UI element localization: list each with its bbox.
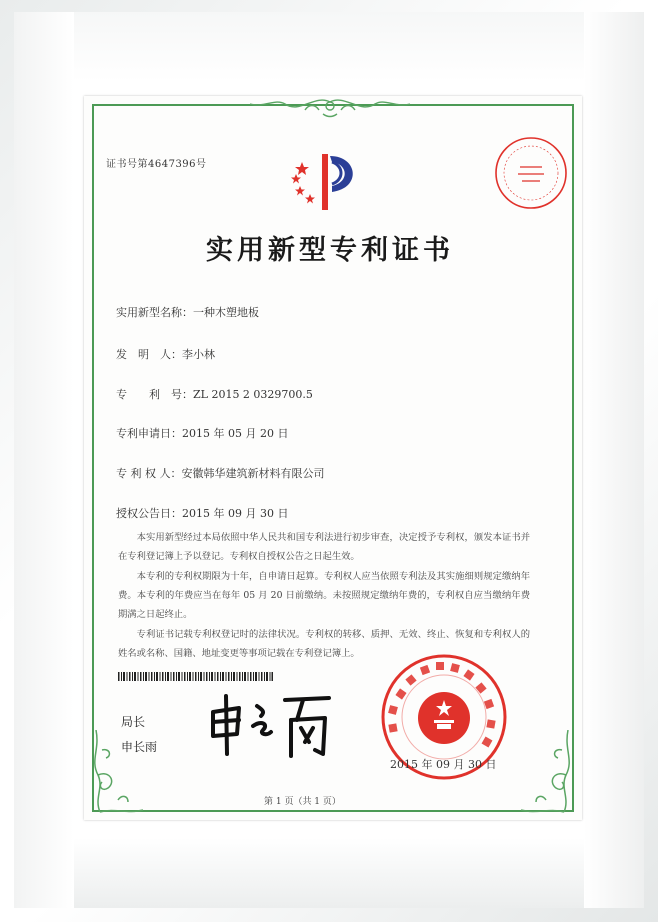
field-value: 2015 年 05 月 20 日 bbox=[182, 427, 289, 440]
field-label: 专 利 号： bbox=[116, 388, 193, 401]
field-label: 发 明 人： bbox=[116, 348, 182, 361]
field-label: 授权公告日： bbox=[116, 507, 182, 520]
corner-ornament-right-icon bbox=[516, 730, 576, 816]
page-number: 第 1 页（共 1 页） bbox=[264, 797, 341, 807]
frame-bevel-bottom bbox=[14, 838, 644, 908]
field-patent-number bbox=[116, 386, 313, 402]
field-label: 实用新型名称： bbox=[116, 306, 193, 319]
small-red-seal-icon bbox=[492, 134, 570, 212]
field-utility-name bbox=[116, 304, 259, 320]
director-title: 局长 bbox=[121, 715, 146, 729]
body-paragraph-2: 本专利的专利权期限为十年，自申请日起算。专利权人应当依照专利法及其实施细则规定缴纳年费。本专利的年费应当在每年 05 月 20 日前缴纳。未按照规定缴纳年费的，专利权自应当缴纳年费期满之日起终止。 bbox=[118, 571, 530, 620]
director-name: 申长雨 bbox=[121, 740, 158, 754]
frame-bevel-top bbox=[14, 12, 644, 82]
field-label: 专利申请日： bbox=[116, 427, 182, 440]
field-application-date bbox=[116, 425, 288, 441]
top-ornament-icon bbox=[245, 96, 415, 120]
certificate-number: 证书号第4647396号 bbox=[106, 159, 207, 170]
field-grant-date bbox=[116, 505, 288, 521]
field-label: 专 利 权 人： bbox=[116, 467, 182, 480]
field-patentee bbox=[116, 465, 325, 481]
body-paragraph-3: 专利证书记载专利权登记时的法律状况。专利权的转移、质押、无效、终止、恢复和专利权人的姓名或名称、国籍、地址变更等事项记载在专利登记簿上。 bbox=[118, 629, 530, 659]
cnipa-logo-icon bbox=[288, 150, 368, 216]
frame-bevel-right bbox=[584, 12, 644, 908]
certificate-title: 实用新型专利证书 bbox=[206, 235, 454, 266]
body-paragraph-1: 本实用新型经过本局依照中华人民共和国专利法进行初步审查，决定授予专利权，颁发本证书并在专利登记簿上予以登记。专利权自授权公告之日起生效。 bbox=[118, 532, 530, 562]
field-value: 一种木塑地板 bbox=[193, 306, 259, 319]
field-value: 安徽韩华建筑新材料有限公司 bbox=[181, 467, 325, 480]
field-value: ZL 2015 2 0329700.5 bbox=[193, 388, 313, 401]
frame-bevel-left bbox=[14, 12, 74, 908]
handwritten-signature-icon bbox=[205, 690, 335, 762]
seal-date: 2015 年 09 月 30 日 bbox=[390, 758, 497, 771]
field-inventor bbox=[116, 346, 215, 362]
field-value: 李小林 bbox=[182, 348, 215, 361]
barcode-icon bbox=[118, 672, 273, 681]
field-value: 2015 年 09 月 30 日 bbox=[182, 507, 289, 520]
